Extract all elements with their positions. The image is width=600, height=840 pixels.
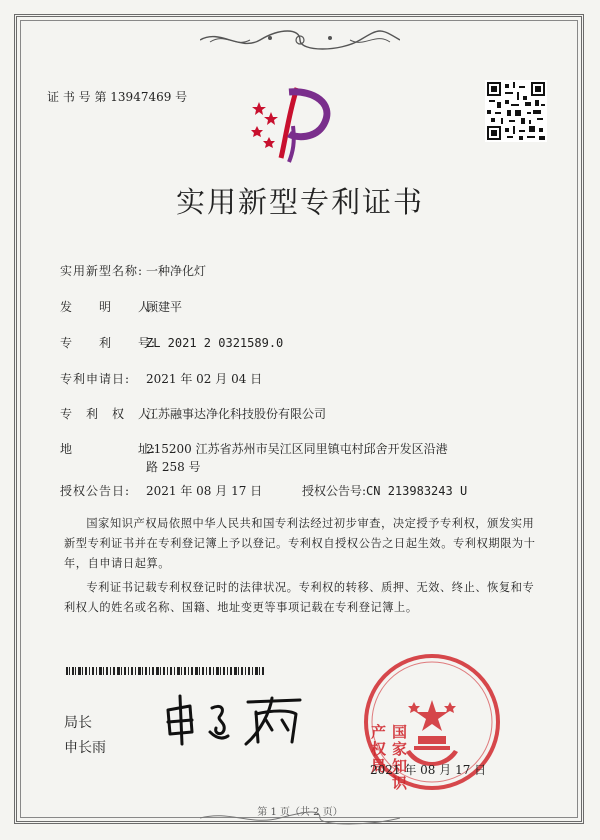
field-name-label: 实用新型名称: — [60, 264, 144, 278]
field-patent-no — [60, 334, 283, 351]
field-grant — [60, 482, 467, 499]
director-signature — [160, 692, 310, 751]
cert-number — [47, 88, 187, 105]
field-patent-no-label: 专 利 号: — [60, 336, 157, 350]
director-name: 申长雨 — [64, 740, 106, 756]
page-title: 实用新型专利证书 — [175, 185, 424, 219]
field-address — [60, 440, 448, 457]
field-name-value: 一种净化灯 — [146, 264, 207, 278]
field-grant-date-value: 2021 年 08 月 17 日 — [146, 484, 263, 498]
field-apply-date-value: 2021 年 02 月 04 日 — [146, 372, 263, 386]
field-grant-date-label: 授权公告日: — [60, 484, 131, 498]
field-address-line1: 215200 江苏省苏州市吴江区同里镇屯村邱舍开发区沿港 — [146, 442, 448, 456]
field-grant-no-label: 授权公告号: — [301, 484, 367, 498]
field-inventor-value: 顾建平 — [146, 300, 183, 314]
field-apply-date-label: 专利申请日: — [60, 372, 131, 386]
barcode — [66, 660, 264, 668]
field-name — [60, 262, 206, 279]
field-holder — [60, 405, 326, 422]
director-title: 局长 — [64, 715, 92, 731]
qr-code — [485, 80, 547, 142]
field-inventor — [60, 298, 182, 315]
field-address-line2: 路 258 号 — [146, 460, 201, 474]
paragraph-2: 专利证书记载专利权登记时的法律状况。专利权的转移、质押、无效、终止、恢复和专利权人的姓名或名称、国籍、地址变更等事项记载在专利登记簿上。 — [64, 581, 535, 614]
field-patent-no-value: ZL 2021 2 0321589.0 — [146, 336, 284, 350]
seal-text: 国家知识产权局 — [369, 724, 408, 792]
top-ornament — [200, 28, 400, 52]
field-address-label: 地 址: — [60, 442, 157, 456]
cnipa-logo — [245, 82, 335, 172]
cert-number-value: 第 13947469 号 — [94, 90, 188, 104]
field-grant-no-value: CN 213983243 U — [366, 484, 468, 498]
field-inventor-label: 发 明 人: — [60, 300, 157, 314]
page-footer: 第 1 页（共 2 页） — [257, 807, 343, 818]
field-apply-date — [60, 370, 262, 387]
field-holder-value: 江苏融事达净化科技股份有限公司 — [146, 407, 327, 421]
field-address-cont — [146, 458, 201, 475]
seal-date: 2021 年 08 月 17 日 — [370, 763, 487, 777]
cert-number-label: 证 书 号 — [47, 90, 91, 104]
field-holder-label: 专 利 权 人: — [60, 407, 157, 421]
paragraph-1: 国家知识产权局依照中华人民共和国专利法经过初步审查，决定授予专利权，颁发实用新型专利证书并在专利登记簿上予以登记。专利权自授权公告之日起生效。专利权期限为十年，自申请日起算。 — [64, 517, 536, 570]
